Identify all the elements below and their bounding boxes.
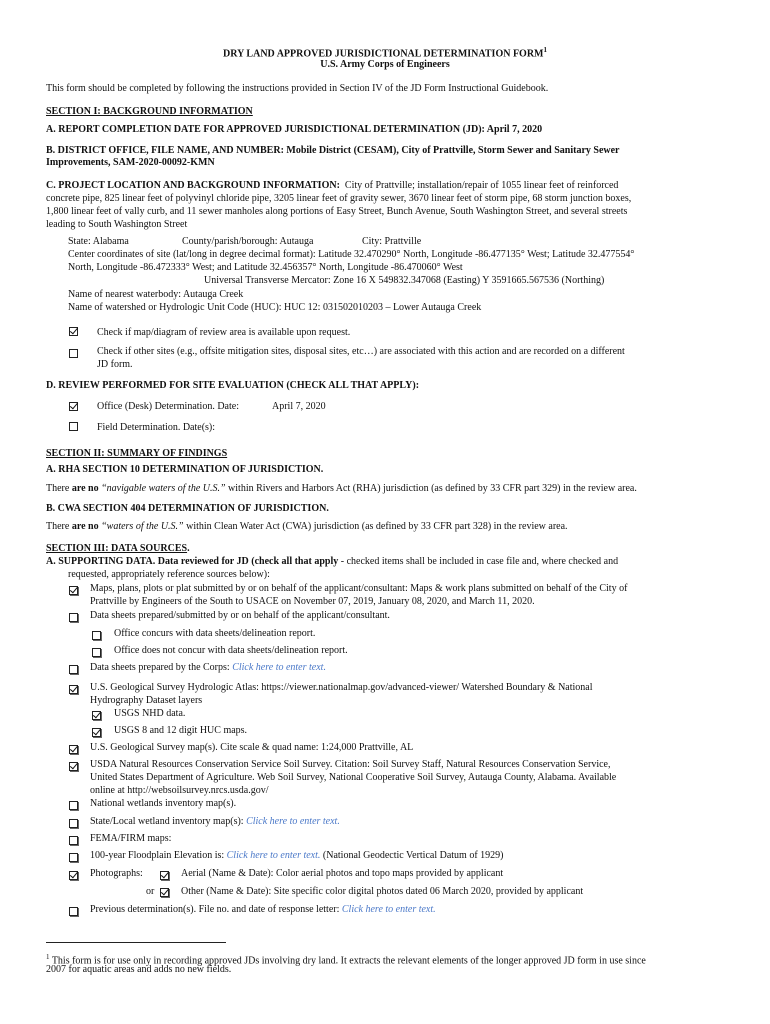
office-determination-label: Office (Desk) Determination. Date: xyxy=(97,401,239,412)
section-2b-text: There are no “waters of the U.S.” within Clean Water Act (CWA) jurisdiction (as defined by 33 CFR part 328) in the review area. xyxy=(46,521,568,532)
section-1b-line1: B. DISTRICT OFFICE, FILE NAME, AND NUMBER: Mobile District (CESAM), City of Prattville, Storm Sewer and Sanitary Sewer xyxy=(46,145,620,156)
previous-determination-input[interactable]: Click here to enter text. xyxy=(341,904,436,915)
other-photos-checkbox[interactable] xyxy=(160,888,169,897)
office-determination-date: April 7, 2020 xyxy=(272,401,326,412)
state-field: State: Alabama xyxy=(68,236,129,247)
section-1c-line2: concrete pipe, 825 linear feet of polyvinyl chloride pipe, 3205 linear feet of gravity sewer, 3670 linear feet of storm pipe, 68 storm junction boxes, xyxy=(46,193,632,204)
section-2a-text: There are no “navigable waters of the U.S.” within Rivers and Harbors Act (RHA) jurisdiction (as defined by 33 CFR part 329) in the review area. xyxy=(46,483,637,494)
usda-nrcs-line3: online at http://websoilsurvey.nrcs.usda.gov/ xyxy=(90,785,269,796)
section-1c-line3: 1,800 linear feet of vally curb, and 11 sewer manholes along portions of Easy Street, Bunch Avenue, South Washington Street, and several streets xyxy=(46,206,628,217)
state-wetland-input[interactable]: Click here to enter text. xyxy=(246,816,340,827)
datasheets-corps-label: Data sheets prepared by the Corps: Click here to enter text. xyxy=(90,662,326,673)
footnote-line2: 2007 for aquatic areas and adds no new fields. xyxy=(46,964,232,975)
map-available-checkbox[interactable] xyxy=(69,327,78,336)
section-2b-heading: B. CWA SECTION 404 DETERMINATION OF JURISDICTION. xyxy=(46,503,329,514)
floodplain-label: 100-year Floodplain Elevation is: Click here to enter text. (National Geodectic Vertical Datum of 1929) xyxy=(90,850,504,861)
aerial-photos-label: Aerial (Name & Date): Color aerial photos and topo maps provided by applicant xyxy=(181,868,504,879)
usgs-atlas-checkbox[interactable] xyxy=(69,685,78,694)
corps-text-input[interactable]: Click here to enter text. xyxy=(232,662,326,673)
state-wetland-label: State/Local wetland inventory map(s): Click here to enter text. xyxy=(90,816,340,827)
usgs-maps-checkbox[interactable] xyxy=(69,745,78,754)
or-label: or xyxy=(146,886,155,897)
section-1c-line1: C. PROJECT LOCATION AND BACKGROUND INFORMATION: City of Prattville; installation/repair of 1055 linear feet of reinforced xyxy=(46,180,619,191)
other-photos-label: Other (Name & Date): Site specific color digital photos dated 06 March 2020, provided by applicant xyxy=(181,886,584,897)
title-footnote-ref: 1 xyxy=(543,46,547,54)
other-sites-checkbox[interactable] xyxy=(69,349,78,358)
footnote-rule xyxy=(46,942,226,943)
field-determination-label: Field Determination. Date(s): xyxy=(97,422,216,433)
section-1-heading: SECTION I: BACKGROUND INFORMATION xyxy=(46,106,253,117)
usda-nrcs-checkbox[interactable] xyxy=(69,762,78,771)
usda-nrcs-line1: USDA Natural Resources Conservation Service Soil Survey. Citation: Soil Survey Staff, Natural Resources Conservation Service, xyxy=(90,759,611,770)
section-2a-heading: A. RHA SECTION 10 DETERMINATION OF JURISDICTION. xyxy=(46,464,324,475)
fema-label: FEMA/FIRM maps: xyxy=(90,833,172,844)
section-2-heading: SECTION II: SUMMARY OF FINDINGS xyxy=(46,448,228,459)
watershed-huc: Name of watershed or Hydrologic Unit Code (HUC): HUC 12: 031502010203 – Lower Autauga Creek xyxy=(68,302,482,313)
nwi-checkbox[interactable] xyxy=(69,801,78,810)
usgs-atlas-line1: U.S. Geological Survey Hydrologic Atlas: https://viewer.nationalmap.gov/advanced-viewer/ Watershed Boundary & National xyxy=(90,682,593,693)
usgs-nhd-label: USGS NHD data. xyxy=(114,708,186,719)
county-field: County/parish/borough: Autauga xyxy=(182,236,314,247)
section-3a-line1: A. SUPPORTING DATA. Data reviewed for JD (check all that apply - checked items shall be included in case file and, where checked and xyxy=(46,556,619,567)
form-subtitle: U.S. Army Corps of Engineers xyxy=(320,59,450,70)
section-1d-heading: D. REVIEW PERFORMED FOR SITE EVALUATION (CHECK ALL THAT APPLY): xyxy=(46,380,420,391)
other-sites-label-line2: JD form. xyxy=(97,359,133,370)
photographs-checkbox[interactable] xyxy=(69,871,78,880)
office-determination-checkbox[interactable] xyxy=(69,402,78,411)
floodplain-checkbox[interactable] xyxy=(69,853,78,862)
section-1a: A. REPORT COMPLETION DATE FOR APPROVED JURISDICTIONAL DETERMINATION (JD): April 7, 2020 xyxy=(46,124,543,135)
usgs-atlas-line2: Hydrography Dataset layers xyxy=(90,695,203,706)
usda-nrcs-line2: United States Department of Agriculture. Web Soil Survey, National Cooperative Soil Survey, Autauga County, Alabama. Available xyxy=(90,772,617,783)
office-not-concur-label: Office does not concur with data sheets/delineation report. xyxy=(114,645,348,656)
usgs-nhd-checkbox[interactable] xyxy=(92,711,101,720)
section-1c-label: C. PROJECT LOCATION AND BACKGROUND INFORMATION: xyxy=(46,180,340,191)
photographs-label: Photographs: xyxy=(90,868,143,879)
maps-plans-checkbox[interactable] xyxy=(69,586,78,595)
field-determination-checkbox[interactable] xyxy=(69,422,78,431)
coordinates-line2: North, Longitude -86.472333° West; and Latitude 32.456357° North, Longitude -86.470060° West xyxy=(68,262,463,273)
maps-plans-line2: Prattville by Engineers of the South to USACE on November 07, 2019, January 08, 2020, and March 11, 2020. xyxy=(90,596,535,607)
section-3a-line2: requested, appropriately reference sources below): xyxy=(68,569,270,580)
city-field: City: Prattville xyxy=(362,236,422,247)
floodplain-input[interactable]: Click here to enter text. xyxy=(226,850,321,861)
section-1b-line2: Improvements, SAM-2020-00092-KMN xyxy=(46,157,215,168)
footnote-line1: $^1$ This form is for use only in recording approved JDs involving dry land. It extracts the relevant elements of the longer approved JD form in use since xyxy=(46,953,646,967)
datasheets-corps-checkbox[interactable] xyxy=(69,665,78,674)
datasheets-applicant-checkbox[interactable] xyxy=(69,613,78,622)
usgs-huc-checkbox[interactable] xyxy=(92,728,101,737)
other-sites-label-line1: Check if other sites (e.g., offsite mitigation sites, disposal sites, etc…) are associated with this action and are recorded on a different xyxy=(97,346,625,357)
map-available-label: Check if map/diagram of review area is available upon request. xyxy=(97,327,351,338)
datasheets-applicant-label: Data sheets prepared/submitted by or on behalf of the applicant/consultant. xyxy=(90,610,390,621)
fema-checkbox[interactable] xyxy=(69,836,78,845)
coordinates-line1: Center coordinates of site (lat/long in degree decimal format): Latitude 32.470290° North, Longitude -86.477135° West; Latitude 32.477554° xyxy=(68,249,635,260)
aerial-photos-checkbox[interactable] xyxy=(160,871,169,880)
usgs-huc-label: USGS 8 and 12 digit HUC maps. xyxy=(114,725,248,736)
nearest-waterbody: Name of nearest waterbody: Autauga Creek xyxy=(68,289,244,300)
office-concurs-checkbox[interactable] xyxy=(92,631,101,640)
office-concurs-label: Office concurs with data sheets/delineation report. xyxy=(114,628,316,639)
office-not-concur-checkbox[interactable] xyxy=(92,648,101,657)
utm-coordinates: Universal Transverse Mercator: Zone 16 X 549832.347068 (Easting) Y 3591665.567536 (Northing) xyxy=(204,275,605,286)
usgs-maps-label: U.S. Geological Survey map(s). Cite scale & quad name: 1:24,000 Prattville, AL xyxy=(90,742,414,753)
maps-plans-line1: Maps, plans, plots or plat submitted by or on behalf of the applicant/consultant: Maps & work plans submitted on behalf of the City of xyxy=(90,583,628,594)
previous-determination-checkbox[interactable] xyxy=(69,907,78,916)
section-3-heading: SECTION III: DATA SOURCES. xyxy=(46,543,190,554)
section-1c-line4: leading to South Washington Street xyxy=(46,219,188,230)
intro-text: This form should be completed by following the instructions provided in Section IV of the JD Form Instructional Guidebook. xyxy=(46,83,549,94)
state-wetland-checkbox[interactable] xyxy=(69,819,78,828)
nwi-label: National wetlands inventory map(s). xyxy=(90,798,237,809)
previous-determination-label: Previous determination(s). File no. and date of response letter: Click here to enter text. xyxy=(90,904,436,915)
form-title: DRY LAND APPROVED JURISDICTIONAL DETERMINATION FORM$^1$ xyxy=(222,46,547,60)
